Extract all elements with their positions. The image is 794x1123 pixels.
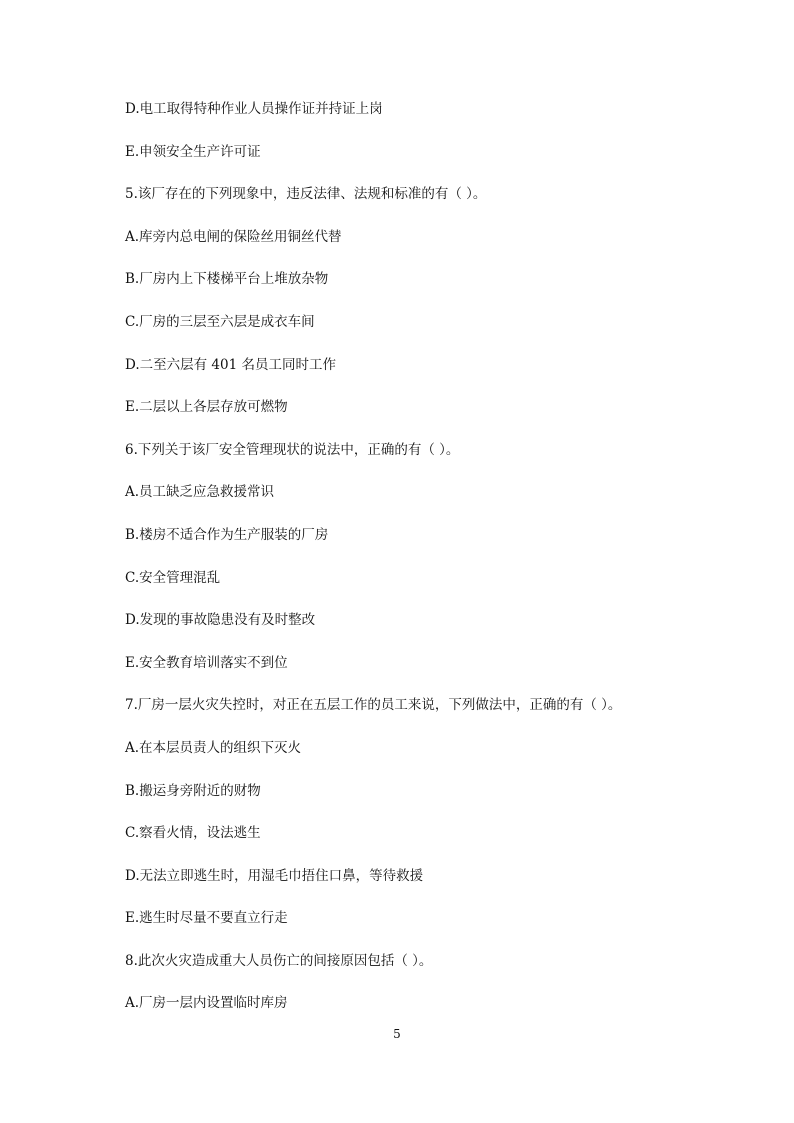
- page-number: 5: [393, 1027, 401, 1041]
- question-6: 6.下列关于该厂安全管理现状的说法中，正确的有（ ）。: [125, 441, 460, 458]
- option-6-b: B.楼房不适合作为生产服装的厂房: [125, 526, 329, 543]
- option-5-a: A.库旁内总电闸的保险丝用铜丝代替: [125, 228, 342, 245]
- option-6-c: C.安全管理混乱: [125, 569, 221, 586]
- page-content: [125, 94, 685, 1031]
- question-7: 7.厂房一层火灾失控时，对正在五层工作的员工来说，下列做法中，正确的有（ ）。: [125, 697, 622, 714]
- option-5-d: D.二至六层有 401 名员工同时工作: [125, 356, 336, 373]
- option-5-e: E.二层以上各层存放可燃物: [125, 399, 288, 416]
- option-7-c: C.察看火情，设法逃生: [125, 825, 261, 842]
- option-7-b: B.搬运身旁附近的财物: [125, 782, 261, 799]
- option-5-4d: D.电工取得特种作业人员操作证并持证上岗: [125, 101, 383, 117]
- option-8-a: A.厂房一层内设置临时库房: [125, 995, 288, 1012]
- question-8: 8.此次火灾造成重大人员伤亡的间接原因包括（ ）。: [125, 952, 433, 969]
- option-6-d: D.发现的事故隐患没有及时整改: [125, 612, 316, 629]
- option-5-c: C.厂房的三层至六层是成衣车间: [125, 313, 315, 330]
- option-5-b: B.厂房内上下楼梯平台上堆放杂物: [125, 271, 329, 288]
- option-6-e: E.安全教育培训落实不到位: [125, 654, 288, 671]
- option-6-a: A.员工缺乏应急救援常识: [125, 484, 275, 501]
- option-4-e: E.申领安全生产许可证: [125, 143, 261, 160]
- option-7-a: A.在本层员责人的组织下灭火: [125, 739, 302, 756]
- question-5: 5.该厂存在的下列现象中，违反法律、法规和标准的有（ ）。: [125, 186, 487, 203]
- option-7-d: D.无法立即逃生时，用湿毛巾捂住口鼻，等待救援: [125, 867, 424, 884]
- option-7-e: E.逃生时尽量不要直立行走: [125, 910, 288, 927]
